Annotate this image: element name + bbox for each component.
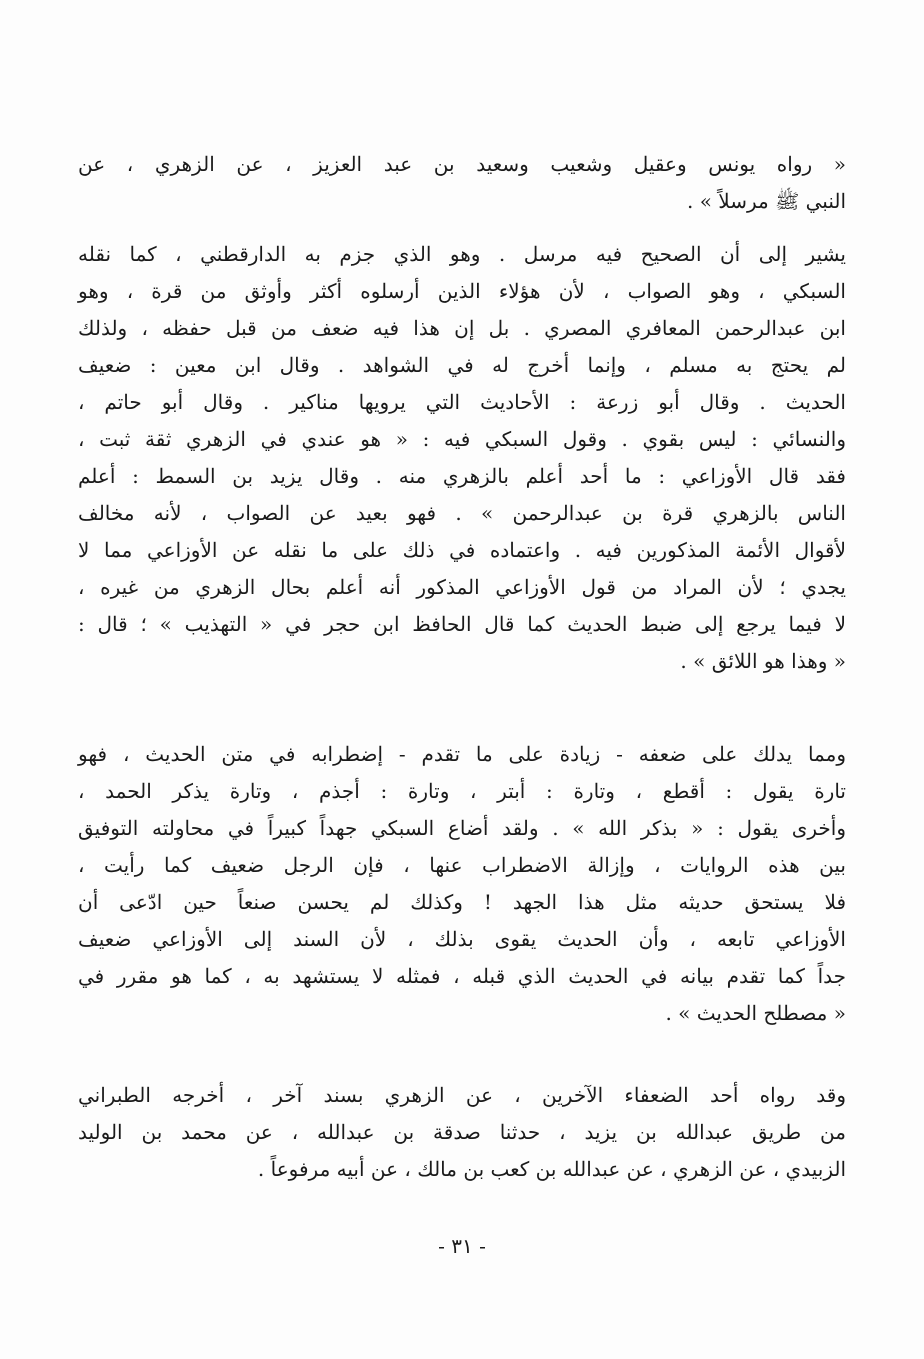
text-line: ابن عبدالرحمن المعافري المصري . بل إن هذا فيه ضعف من قبل حفظه ، ولذلك xyxy=(78,316,846,340)
text-line: لأقوال الأئمة المذكورين فيه . واعتماده في ذلك على ما نقله عن الأوزاعي مما لا xyxy=(78,538,846,562)
text-line: الحديث . وقال أبو زرعة : الأحاديث التي يرويها مناكير . وقال أبو حاتم ، xyxy=(78,390,846,414)
text-line: « رواه يونس وعقيل وشعيب وسعيد بن عبد العزيز ، عن الزهري ، عن xyxy=(78,152,846,176)
text-line: بين هذه الروايات ، وإزالة الاضطراب عنها ، فإن الرجل ضعيف كما رأيت ، xyxy=(78,853,846,877)
text-line: فلا يستحق حديثه مثل هذا الجهد ! وكذلك لم يحسن صنعاً حين ادّعى أن xyxy=(78,890,846,914)
text-line: وأخرى يقول : « بذكر الله » . ولقد أضاع السبكي جهداً كبيراً في محاولته التوفيق xyxy=(78,816,846,840)
text-line: لا فيما يرجع إلى ضبط الحديث كما قال الحافظ ابن حجر في « التهذيب » ؛ قال : xyxy=(78,612,846,636)
paragraph-3 xyxy=(78,736,846,1032)
text-line: « وهذا هو اللائق » . xyxy=(680,649,846,673)
text-line: الناس بالزهري قرة بن عبدالرحمن » . فهو بعيد عن الصواب ، لأنه مخالف xyxy=(78,501,846,525)
text-line: جداً كما تقدم بيانه في الحديث الذي قبله ، فمثله لا يستشهد به ، كما هو مقرر في xyxy=(78,964,846,988)
text-line: يجدي ؛ لأن المراد من قول الأوزاعي المذكور أنه أعلم بحال الزهري من غيره ، xyxy=(78,575,846,599)
paragraph-1 xyxy=(78,146,846,220)
text-line: النبي ﷺ مرسلاً » . xyxy=(686,189,846,213)
text-line: « مصطلح الحديث » . xyxy=(665,1001,846,1025)
paragraph-4 xyxy=(78,1077,846,1188)
text-line: ومما يدلك على ضعفه - زيادة على ما تقدم - إضطرابه في متن الحديث ، فهو xyxy=(78,742,846,766)
text-line: وقد رواه أحد الضعفاء الآخرين ، عن الزهري بسند آخر ، أخرجه الطبراني xyxy=(78,1083,846,1107)
text-line: فقد قال الأوزاعي : ما أحد أعلم بالزهري منه . وقال يزيد بن السمط : أعلم xyxy=(78,464,846,488)
page-number: - ٣١ - xyxy=(438,1234,486,1258)
text-line: السبكي ، وهو الصواب ، لأن هؤلاء الذين أرسلوه أكثر وأوثق من قرة ، وهو xyxy=(78,279,846,303)
text-line: الأوزاعي تابعه ، وأن الحديث يقوى بذلك ، لأن السند إلى الأوزاعي ضعيف xyxy=(78,927,846,951)
text-line: والنسائي : ليس بقوي . وقول السبكي فيه : « هو عندي في الزهري ثقة ثبت ، xyxy=(78,427,846,451)
text-line: من طريق عبدالله بن يزيد ، حدثنا صدقة بن عبدالله ، عن محمد بن الوليد xyxy=(78,1120,846,1144)
text-line: يشير إلى أن الصحيح فيه مرسل . وهو الذي جزم به الدارقطني ، كما نقله xyxy=(78,242,846,266)
text-line: لم يحتج به مسلم ، وإنما أخرج له في الشواهد . وقال ابن معين : ضعيف xyxy=(78,353,846,377)
paragraph-2 xyxy=(78,236,846,680)
text-line: تارة يقول : أقطع ، وتارة : أبتر ، وتارة : أجذم ، وتارة يذكر الحمد ، xyxy=(78,779,846,803)
text-line: الزبيدي ، عن الزهري ، عن عبدالله بن كعب بن مالك ، عن أبيه مرفوعاً . xyxy=(257,1157,846,1181)
